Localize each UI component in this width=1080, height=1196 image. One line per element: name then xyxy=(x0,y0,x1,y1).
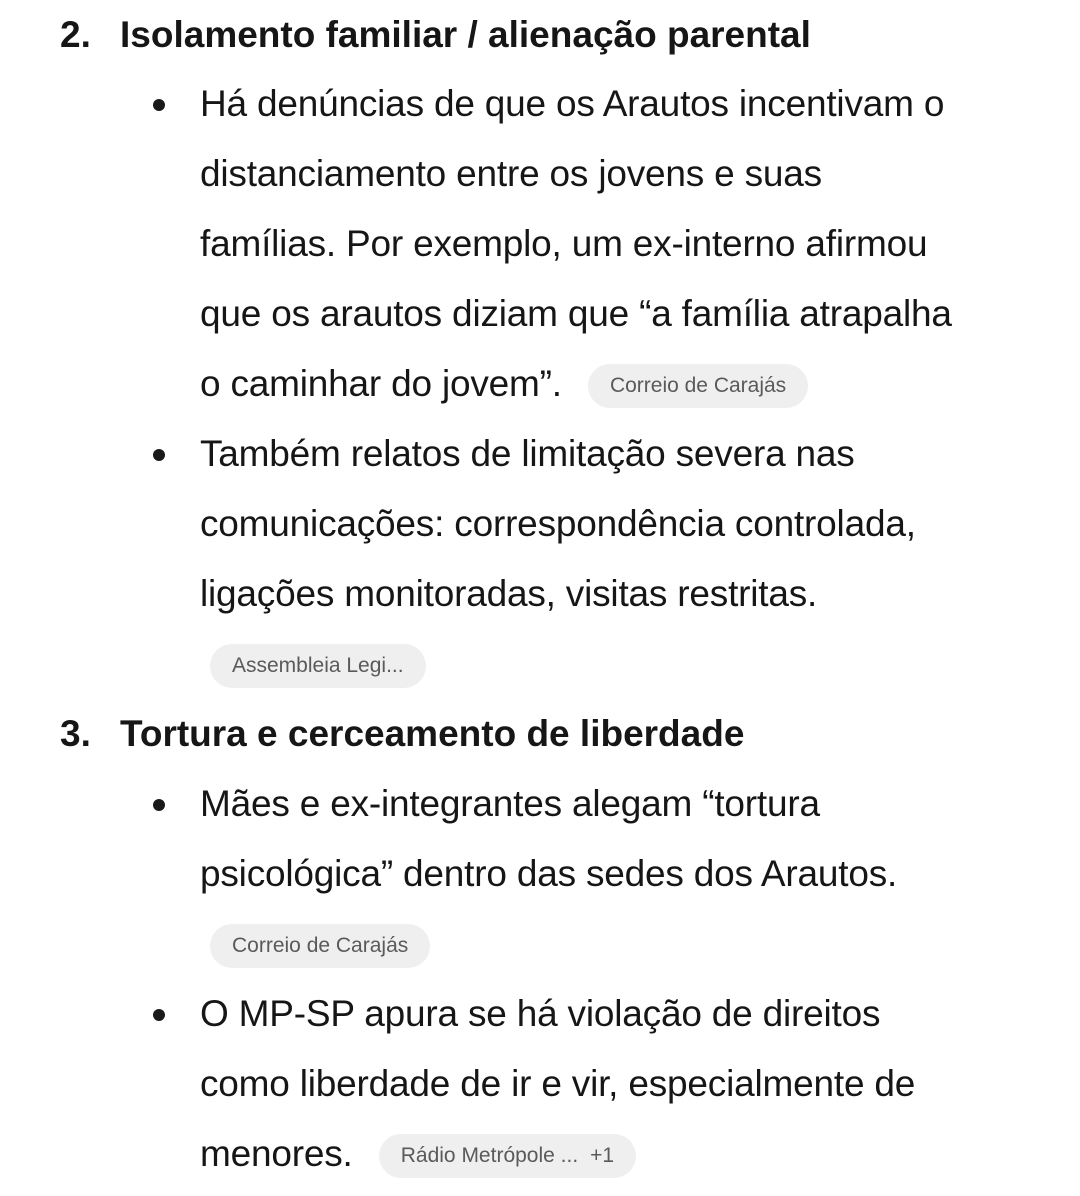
source-chip-label: Rádio Metrópole ... xyxy=(400,1144,579,1168)
source-chip-label: Correio de Carajás xyxy=(609,374,787,398)
bullet-icon xyxy=(153,1009,165,1021)
bullet-icon xyxy=(153,99,165,111)
bullet-text-line: que os arautos diziam que “a família atrapalha xyxy=(200,293,952,334)
bullet-text-line: famílias. Por exemplo, um ex-interno afirmou xyxy=(200,223,928,264)
source-chip-label: Correio de Carajás xyxy=(232,934,409,957)
bullet-text-line: Mães e ex-integrantes alegam “tortura xyxy=(200,783,820,824)
bullet-text-line: ligações monitoradas, visitas restritas. xyxy=(200,573,818,614)
section-title: Tortura e cerceamento de liberdade xyxy=(120,713,745,754)
section-title: Isolamento familiar / alienação parental xyxy=(120,14,811,55)
section-heading-3 xyxy=(60,699,744,769)
bullet-text-line: como liberdade de ir e vir, especialmente de xyxy=(200,1063,916,1104)
section-heading-2 xyxy=(60,0,811,70)
source-chip-extra-count: +1 xyxy=(590,1144,615,1168)
source-chip[interactable] xyxy=(379,1134,636,1178)
bullet-text: menores. xyxy=(200,1133,353,1174)
bullet-text-line: Há denúncias de que os Arautos incentivam o xyxy=(200,83,945,124)
bullet-text-line: psicológica” dentro das sedes dos Arautos. xyxy=(200,853,898,894)
section-number: 2. xyxy=(60,14,91,55)
bullet-text-line: Também relatos de limitação severa nas xyxy=(200,433,855,474)
bullet-text-line: comunicações: correspondência controlada, xyxy=(200,503,916,544)
source-chip-label: Assembleia Legi... xyxy=(232,654,404,677)
bullet-text-line-with-source xyxy=(200,349,808,419)
bullet-icon xyxy=(153,449,165,461)
source-chip[interactable] xyxy=(210,644,426,688)
source-chip[interactable] xyxy=(210,924,430,968)
bullet-text-line-with-source xyxy=(200,1119,636,1189)
bullet-text: o caminhar do jovem”. xyxy=(200,363,562,404)
bullet-text-line: O MP-SP apura se há violação de direitos xyxy=(200,993,881,1034)
section-number: 3. xyxy=(60,713,91,754)
source-chip[interactable] xyxy=(588,364,808,408)
bullet-text-line: distanciamento entre os jovens e suas xyxy=(200,153,822,194)
bullet-icon xyxy=(153,799,165,811)
